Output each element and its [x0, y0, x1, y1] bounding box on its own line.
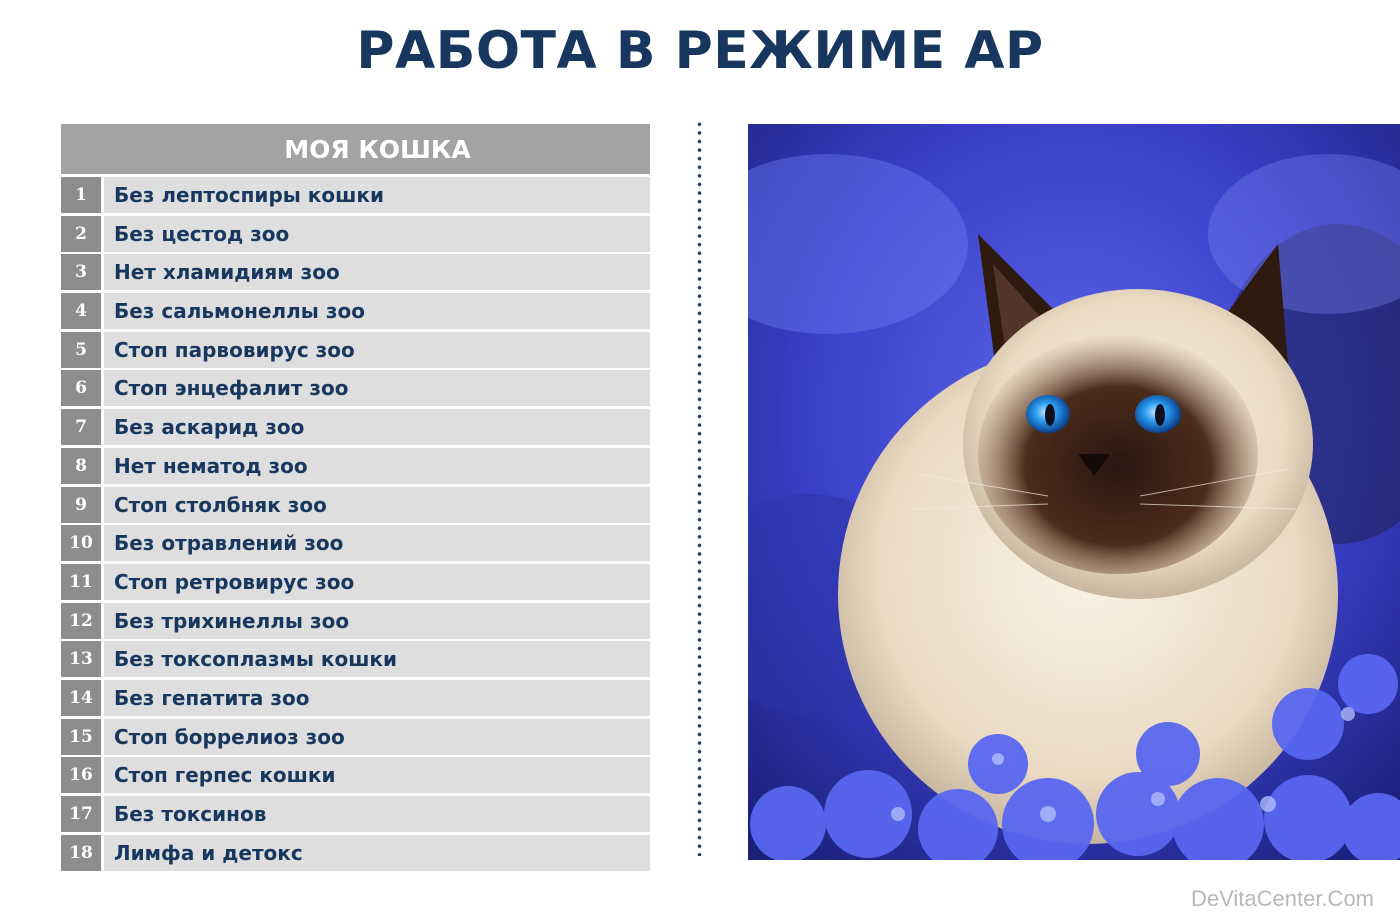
- row-number: 11: [61, 564, 101, 600]
- row-label: Стоп энцефалит зоо: [104, 370, 650, 406]
- row-label: Без гепатита зоо: [104, 680, 650, 716]
- row-label: Без лептоспиры кошки: [104, 177, 650, 213]
- row-number: 9: [61, 487, 101, 523]
- table-row[interactable]: [61, 370, 650, 406]
- page-title: РАБОТА В РЕЖИМЕ АР: [356, 21, 1044, 81]
- row-label: Без отравлений зоо: [104, 525, 650, 561]
- table-row[interactable]: [61, 409, 650, 445]
- row-number: 2: [61, 216, 101, 252]
- row-number: 4: [61, 293, 101, 329]
- table-row[interactable]: [61, 254, 650, 290]
- table-row[interactable]: [61, 525, 650, 561]
- table-row[interactable]: [61, 448, 650, 484]
- row-label: Без сальмонеллы зоо: [104, 293, 650, 329]
- row-label: Без токсинов: [104, 796, 650, 832]
- row-number: 16: [61, 757, 101, 793]
- row-number: 14: [61, 680, 101, 716]
- row-label: Без токсоплазмы кошки: [104, 641, 650, 677]
- row-number: 1: [61, 177, 101, 213]
- row-number: 17: [61, 796, 101, 832]
- table-rows: [61, 177, 650, 871]
- row-number: 15: [61, 719, 101, 755]
- row-label: Нет нематод зоо: [104, 448, 650, 484]
- row-number: 10: [61, 525, 101, 561]
- row-number: 7: [61, 409, 101, 445]
- row-label: Стоп столбняк зоо: [104, 487, 650, 523]
- table-row[interactable]: [61, 757, 650, 793]
- row-label: Стоп боррелиоз зоо: [104, 719, 650, 755]
- row-label: Стоп герпес кошки: [104, 757, 650, 793]
- table-row[interactable]: [61, 835, 650, 871]
- row-label: Стоп ретровирус зоо: [104, 564, 650, 600]
- row-number: 8: [61, 448, 101, 484]
- table-heading: МОЯ КОШКА: [61, 124, 650, 174]
- row-number: 6: [61, 370, 101, 406]
- cat-photo: [748, 124, 1400, 860]
- table-row[interactable]: [61, 177, 650, 213]
- table-row[interactable]: [61, 603, 650, 639]
- table-row[interactable]: [61, 680, 650, 716]
- row-label: Нет хламидиям зоо: [104, 254, 650, 290]
- row-label: Без аскарид зоо: [104, 409, 650, 445]
- remedy-table: [61, 124, 650, 873]
- dotted-divider: [697, 120, 702, 856]
- row-number: 13: [61, 641, 101, 677]
- table-row[interactable]: [61, 719, 650, 755]
- row-number: 18: [61, 835, 101, 871]
- row-label: Стоп парвовирус зоо: [104, 332, 650, 368]
- row-number: 3: [61, 254, 101, 290]
- row-label: Лимфа и детокс: [104, 835, 650, 871]
- table-row[interactable]: [61, 487, 650, 523]
- table-row[interactable]: [61, 796, 650, 832]
- table-row[interactable]: [61, 332, 650, 368]
- row-number: 12: [61, 603, 101, 639]
- table-row[interactable]: [61, 564, 650, 600]
- watermark: DeVitaCenter.Com: [1190, 886, 1374, 911]
- table-row[interactable]: [61, 293, 650, 329]
- row-label: Без цестод зоо: [104, 216, 650, 252]
- row-number: 5: [61, 332, 101, 368]
- table-row[interactable]: [61, 216, 650, 252]
- table-row[interactable]: [61, 641, 650, 677]
- row-label: Без трихинеллы зоо: [104, 603, 650, 639]
